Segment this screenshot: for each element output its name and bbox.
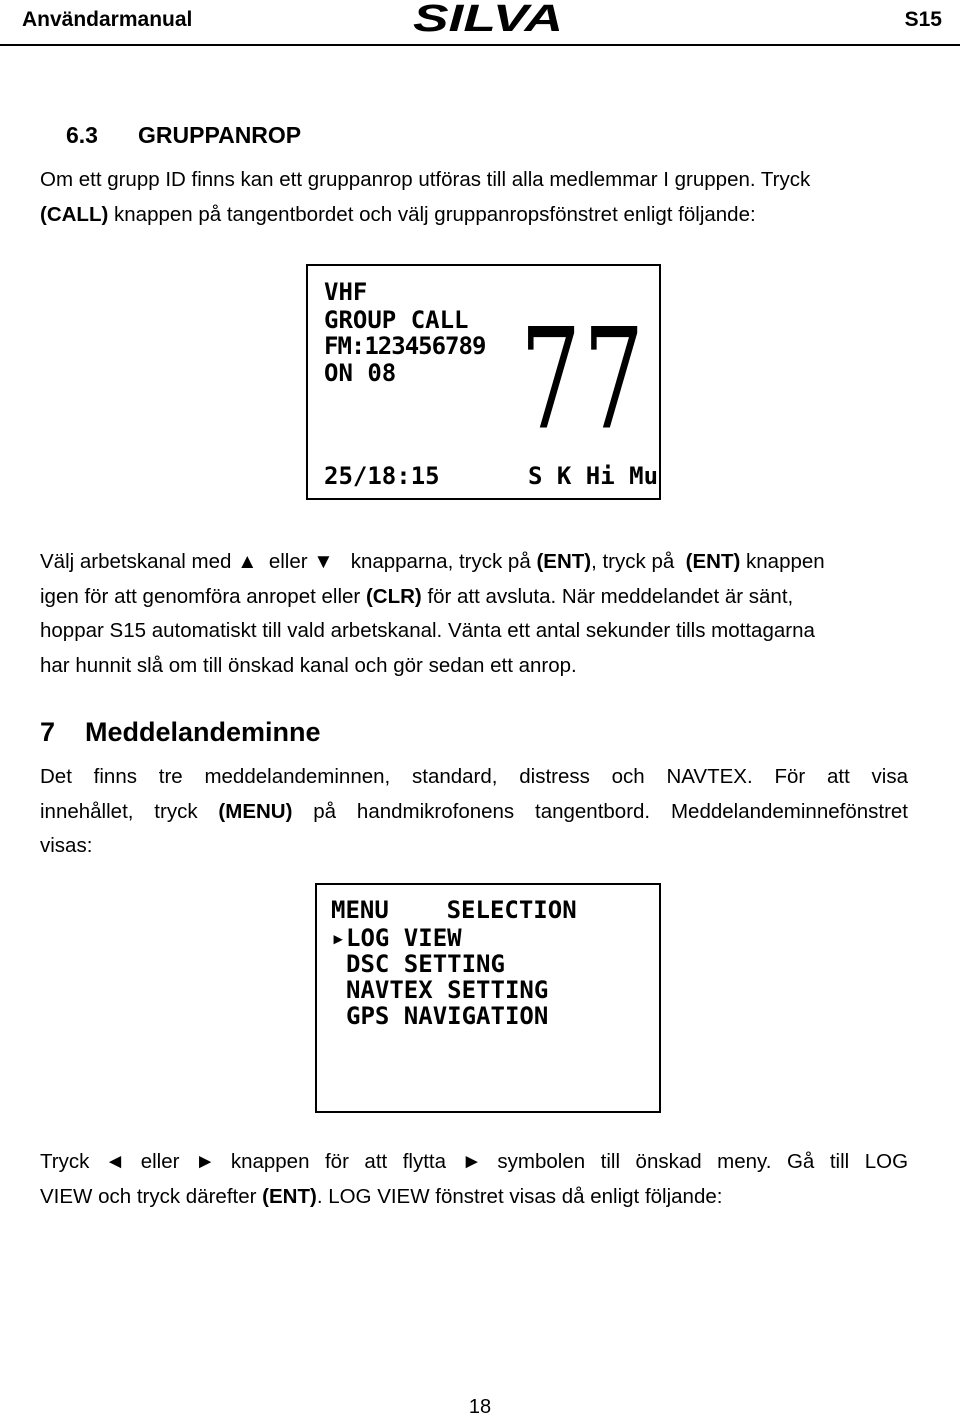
para3-line-1: Tryck ◄ eller ► knappen för att flytta ► symbolen till önskad meny. Gå till LOG xyxy=(40,1150,909,1173)
header-rule xyxy=(0,44,960,46)
section-title: GRUPPANROP xyxy=(138,122,302,148)
down-arrow-icon: ▼ xyxy=(313,550,334,573)
silva-logo xyxy=(412,0,564,36)
page-number: 18 xyxy=(468,1396,492,1418)
group-call-display xyxy=(306,264,661,500)
section-6-3-intro xyxy=(40,163,908,232)
menu-item-dsc-setting: DSC SETTING xyxy=(346,950,505,978)
lcd-on-channel: ON 08 xyxy=(324,359,397,387)
menu-item-gps-navigation: GPS NAVIGATION xyxy=(346,1002,549,1030)
lcd-from-id: FM:123456789 xyxy=(324,332,486,360)
menu-navigation-text xyxy=(40,1145,908,1214)
manual-title: Användarmanual xyxy=(22,8,193,31)
brand-text: SILVA xyxy=(413,0,563,36)
model-name: S15 xyxy=(904,8,942,31)
para2-line-3: hoppar S15 automatiskt till vald arbetskanal. Vänta ett antal sekunder tills mottagarna xyxy=(40,619,815,642)
lcd-menu-title: MENU SELECTION xyxy=(331,896,577,924)
menu-key: (MENU) xyxy=(218,799,293,823)
para2-line-4: har hunnit slå om till önskad kanal och gör sedan ett anrop. xyxy=(40,653,577,677)
ent-key: (ENT) xyxy=(536,550,592,573)
call-key: (CALL) xyxy=(40,202,109,226)
ent-key: (ENT) xyxy=(685,550,741,573)
clr-key: (CLR) xyxy=(365,584,422,608)
left-arrow-icon: ◄ xyxy=(104,1150,126,1173)
ent-key: (ENT) xyxy=(262,1184,317,1208)
para2-line-1: Välj arbetskanal med ▲ eller ▼ knapparna, tryck på (ENT), tryck på (ENT) knappen xyxy=(40,550,825,573)
lcd-band: VHF xyxy=(324,278,368,306)
lcd-channel-number: 77 xyxy=(520,298,647,461)
right-arrow-icon: ► xyxy=(194,1150,216,1173)
message-memory-text xyxy=(40,760,908,864)
para3-line-2: VIEW och tryck därefter (ENT). LOG VIEW fönstret visas då enligt följande: xyxy=(40,1184,723,1208)
section-7-heading xyxy=(40,717,321,748)
lcd-mode: GROUP CALL xyxy=(324,306,469,334)
section-number: 7 xyxy=(40,717,56,747)
intro-line-2: (CALL) knappen på tangentbordet och välj gruppanropsfönstret enligt följande: xyxy=(40,202,756,226)
lcd-status: S K Hi Mu xyxy=(528,462,659,490)
right-arrow-icon: ► xyxy=(461,1150,482,1173)
sec7-line-2: innehållet, tryck (MENU) på handmikrofonens tangentbord. Meddelandeminnefönstret xyxy=(40,799,909,823)
lcd-time: 25/18:15 xyxy=(324,462,440,490)
section-title: Meddelandeminne xyxy=(85,717,321,747)
sec7-line-1: Det finns tre meddelandeminnen, standard, distress och NAVTEX. För att visa xyxy=(40,765,908,788)
cursor-arrow-icon: ▸ xyxy=(331,924,346,952)
menu-item-navtex-setting: NAVTEX SETTING xyxy=(346,976,549,1004)
section-number: 6.3 xyxy=(66,122,98,148)
menu-selection-display xyxy=(315,883,661,1113)
sec7-line-3: visas: xyxy=(40,834,93,857)
page-header xyxy=(0,0,960,46)
section-6-3-heading xyxy=(66,122,301,149)
menu-item-log-view: LOG VIEW xyxy=(346,924,462,952)
para2-line-2: igen för att genomföra anropet eller (CLR) för att avsluta. När meddelandet är sänt, xyxy=(40,584,794,608)
working-channel-text xyxy=(40,545,908,683)
up-arrow-icon: ▲ xyxy=(237,550,258,573)
intro-line-1: Om ett grupp ID finns kan ett gruppanrop utföras till alla medlemmar I gruppen. Tryck xyxy=(40,168,811,191)
